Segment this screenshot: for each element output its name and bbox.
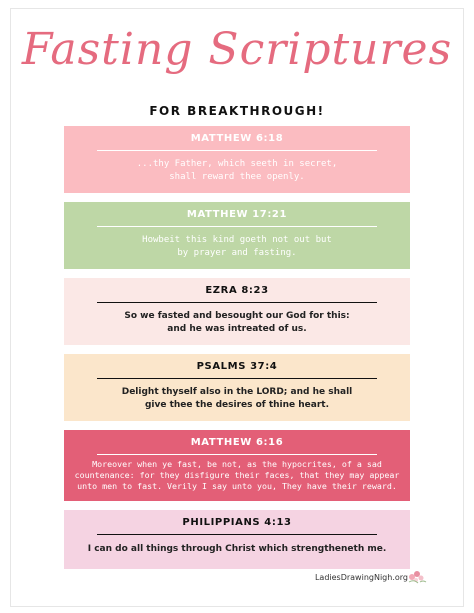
scripture-text bbox=[64, 310, 410, 336]
scripture-line: unto men to fast. Verily I say unto you, They have their reward. bbox=[77, 481, 397, 491]
scripture-line: ...thy Father, which seeth in secret, bbox=[136, 159, 338, 169]
divider bbox=[97, 534, 377, 535]
scripture-card-psalms-37-4 bbox=[64, 354, 410, 421]
scripture-reference: EZRA 8:23 bbox=[205, 285, 269, 296]
scripture-card-matthew-17-21 bbox=[64, 202, 410, 269]
scripture-reference: PHILIPPIANS 4:13 bbox=[182, 517, 292, 528]
scripture-card-matthew-6-16 bbox=[64, 430, 410, 501]
scripture-reference: MATTHEW 6:18 bbox=[190, 133, 284, 144]
scripture-text bbox=[64, 234, 410, 260]
scripture-line: So we fasted and besought our God for this: bbox=[124, 311, 350, 321]
page-title: Fasting Scriptures bbox=[21, 24, 453, 75]
scripture-line: Moreover when ye fast, be not, as the hypocrites, of a sad bbox=[92, 459, 382, 469]
page-subtitle: FOR BREAKTHROUGH! bbox=[149, 104, 325, 118]
divider bbox=[97, 226, 377, 227]
scripture-line: by prayer and fasting. bbox=[177, 248, 297, 258]
scripture-card-philippians-4-13 bbox=[64, 510, 410, 569]
scripture-reference: MATTHEW 17:21 bbox=[186, 209, 288, 220]
scripture-text bbox=[64, 543, 410, 556]
scripture-text bbox=[64, 158, 410, 184]
divider bbox=[97, 378, 377, 379]
scripture-line: Howbeit this kind goeth not out but bbox=[142, 235, 332, 245]
scripture-text bbox=[64, 386, 410, 412]
scripture-reference: PSALMS 37:4 bbox=[196, 361, 278, 372]
scripture-line: shall reward thee openly. bbox=[169, 172, 305, 182]
scripture-reference: MATTHEW 6:16 bbox=[190, 437, 284, 448]
scripture-line: countenance: for they disfigure their faces, that they may appear bbox=[74, 470, 400, 480]
divider bbox=[97, 150, 377, 151]
divider bbox=[97, 302, 377, 303]
divider bbox=[97, 454, 377, 455]
footer-website-link[interactable]: LadiesDrawingNigh.org bbox=[314, 573, 408, 582]
flower-icon bbox=[406, 568, 428, 586]
scripture-line: Delight thyself also in the LORD; and he shall bbox=[121, 387, 353, 397]
scripture-text bbox=[64, 459, 410, 492]
scripture-line: give thee the desires of thine heart. bbox=[144, 400, 330, 410]
scripture-card-ezra-8-23 bbox=[64, 278, 410, 345]
scripture-line: and he was intreated of us. bbox=[167, 324, 307, 334]
scripture-line: I can do all things through Christ which strengtheneth me. bbox=[87, 544, 387, 554]
scripture-card-matthew-6-18 bbox=[64, 126, 410, 193]
